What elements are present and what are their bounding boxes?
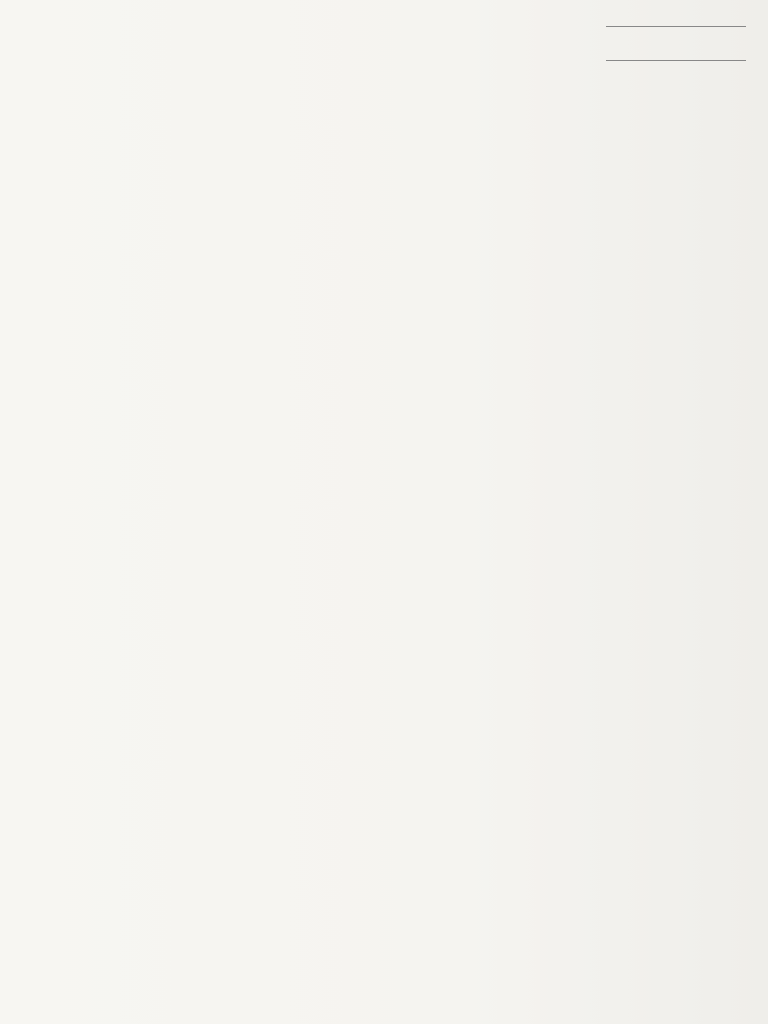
ruled-lines [62,0,768,1024]
binder-holes [14,0,44,1024]
